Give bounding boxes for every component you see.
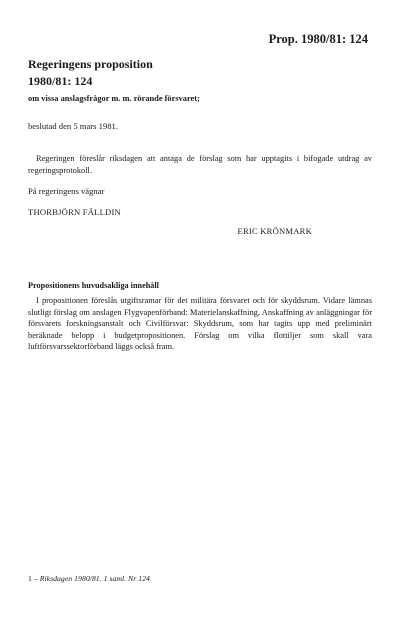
page-footer <box>28 574 150 583</box>
decision-date: beslutad den 5 mars 1981. <box>28 121 118 131</box>
footer-text: Riksdagen 1980/81. 1 saml. Nr 124 <box>39 574 150 583</box>
on-behalf-line: På regeringens vägnar <box>28 186 105 196</box>
summary-heading: Propositionens huvudsakliga innehåll <box>28 281 159 290</box>
footer-page-number: 1 – <box>28 574 40 583</box>
minister-signature: ERIC KRÖNMARK <box>237 226 312 236</box>
title-line-2: 1980/81: 124 <box>28 74 93 88</box>
summary-paragraph <box>28 295 372 353</box>
document-subject: om vissa anslagsfrågor m. m. rörande försvaret; <box>28 94 200 103</box>
proposition-reference: Prop. 1980/81: 124 <box>268 32 368 46</box>
intro-paragraph-text: Regeringen föreslår riksdagen att antaga de förslag som har upptagits i bifogade utdrag av regeringsprotokoll. <box>28 154 372 175</box>
prime-minister-signature: THORBJÖRN FÄLLDIN <box>28 207 121 217</box>
document-title <box>28 56 153 90</box>
title-line-1: Regeringens proposition <box>28 57 153 71</box>
intro-paragraph <box>28 153 372 176</box>
summary-paragraph-text: I propositionen föreslås utgiftsramar för det militära försvaret och för skyddsrum. Vidare lämnas slutligt förslag om anslagen Flygvapenförband: Materielanskaffning, Anskaffning av anläggningar för försvarets forskningsanstalt och Civilförsvar: Skyddsrum, som har tagits upp med preliminärt beräknade belopp i budgetpropositionen. Förslag om vilka flottiljer som skall vara luftförsvarssektorförband läggs också fram. <box>28 296 372 351</box>
